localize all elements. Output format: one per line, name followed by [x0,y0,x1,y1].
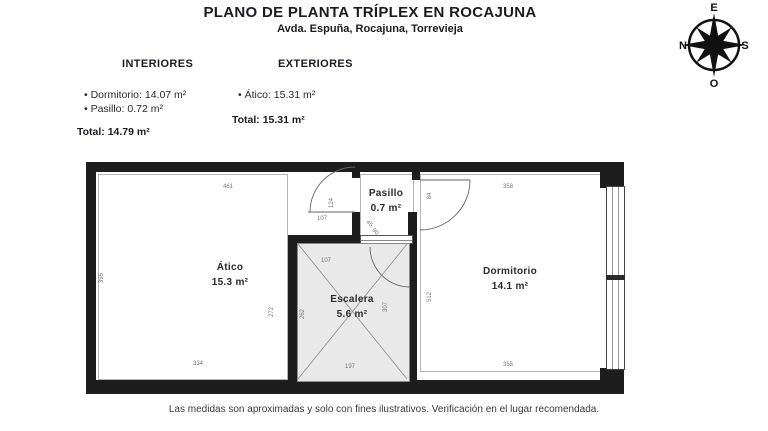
exteriores-list [238,88,315,102]
door-arc-dormitorio [420,180,470,230]
list-item: • Ático: 15.31 m² [238,88,315,102]
dim-label: 107 [320,258,332,264]
compass-star-icon [682,13,749,77]
exteriores-heading: EXTERIORES [278,58,353,70]
dim-label: 512 [427,291,433,303]
dim-label: 84 [427,192,433,200]
dim-label: 90 [370,227,380,237]
compass-rose [676,2,752,88]
page-subtitle: Avda. Espuña, Rocajuna, Torrevieja [277,23,463,35]
dim-label: 124 [329,197,335,209]
dim-label: 262 [300,308,306,320]
dim-label: 395 [99,272,105,284]
list-item: • Pasillo: 0.72 m² [84,102,186,116]
dim-label: 197 [344,364,356,370]
room-area: 0.7 m² [370,203,402,214]
door-arc-escalera [370,247,410,287]
dim-label: 461 [222,184,234,190]
compass-label-left: N [679,40,687,52]
interiores-total: Total: 14.79 m² [77,126,150,138]
dim-label: 272 [269,306,275,318]
dim-label: 355 [502,362,514,368]
dim-label: 307 [383,301,389,313]
floor-plan [86,162,626,396]
room-label-dormitorio [460,264,560,294]
page-title: PLANO DE PLANTA TRÍPLEX EN ROCAJUNA [203,4,537,21]
compass-label-right: S [741,40,749,52]
room-name: Escalera [330,294,374,305]
interiores-list [84,88,186,116]
disclaimer-text: Las medidas son aproximadas y solo con fines ilustrativos. Verificación en el lugar recomendada. [168,404,600,415]
room-area: 5.6 m² [336,309,368,320]
dim-label: 45 [364,219,374,229]
room-area: 15.3 m² [211,277,249,288]
room-name: Ático [216,262,244,273]
dim-label: 107 [316,216,328,222]
room-label-atico [180,260,280,290]
room-name: Dormitorio [482,266,538,277]
room-name: Pasillo [368,188,404,199]
room-area: 14.1 m² [491,281,529,292]
compass-label-top: E [710,2,718,14]
list-item: • Dormitorio: 14.07 m² [84,88,186,102]
dim-label: 334 [192,361,204,367]
interiores-heading: INTERIORES [122,58,194,70]
compass-label-bottom: O [709,78,719,88]
dim-label: 358 [502,184,514,190]
room-label-pasillo [346,186,426,216]
exteriores-total: Total: 15.31 m² [232,114,305,126]
